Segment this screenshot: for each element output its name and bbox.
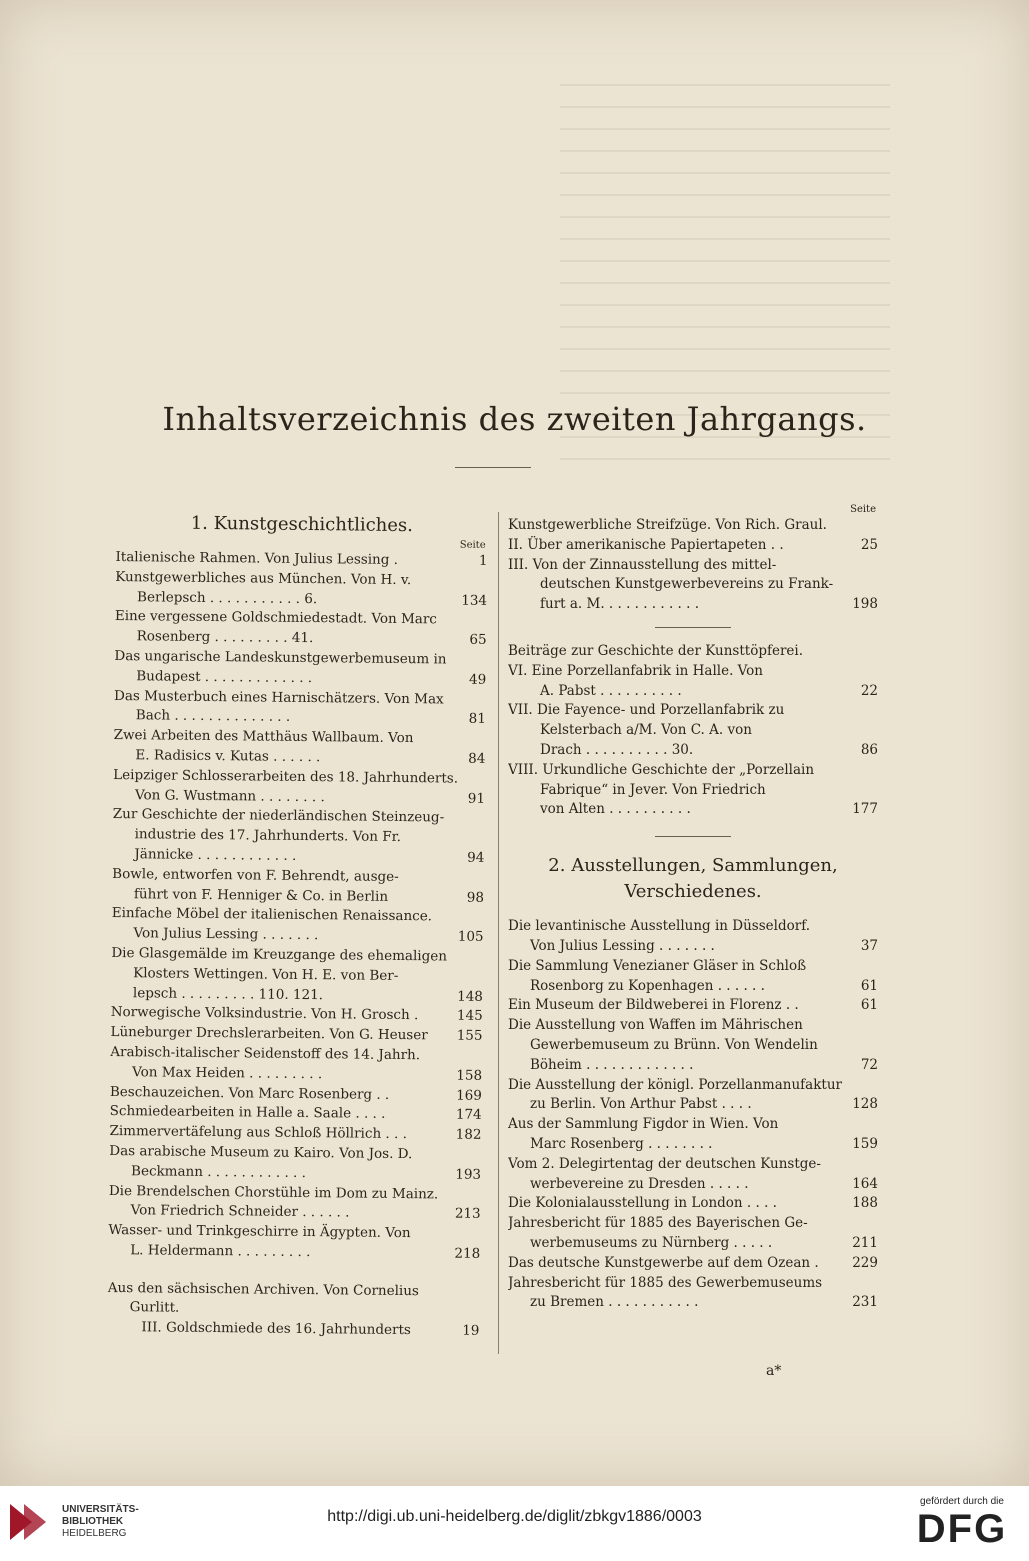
page-number: 159 bbox=[848, 1135, 878, 1155]
page-number: 231 bbox=[848, 1293, 878, 1313]
toc-entry bbox=[508, 536, 878, 556]
signature-mark: a* bbox=[766, 1363, 782, 1379]
page-number: 19 bbox=[458, 1322, 479, 1342]
page-number: 91 bbox=[464, 789, 485, 809]
entry-line: deutschen Kunstgewerbevereins zu Frank- bbox=[540, 576, 834, 593]
entry-line: Die Glasgemälde im Kreuzgange des ehemaligen bbox=[111, 944, 448, 965]
page-number: 155 bbox=[453, 1027, 483, 1047]
entry-line: Das Musterbuch eines Harnischätzers. Von Max bbox=[113, 687, 444, 708]
page-number: 169 bbox=[452, 1086, 482, 1106]
entry-line: Von Max Heiden . . . . . . . . . bbox=[132, 1063, 323, 1082]
toc-entry bbox=[508, 996, 878, 1016]
toc-entry bbox=[508, 556, 878, 615]
entry-line: L. Heldermann . . . . . . . . . bbox=[130, 1242, 311, 1260]
entry-line: Jahresbericht für 1885 des Bayerischen Ge- bbox=[508, 1215, 808, 1232]
funded-by-text: gefördert durch die bbox=[920, 1496, 1004, 1507]
entry-line: Zwei Arbeiten des Matthäus Wallbaum. Von bbox=[113, 727, 414, 747]
entry-line: Von G. Wustmann . . . . . . . . bbox=[134, 786, 325, 805]
page-number: 61 bbox=[857, 996, 878, 1016]
entry-line: furt a. M. . . . . . . . . . . . bbox=[540, 596, 700, 613]
section-1-title: 1. Kunstgeschichtliches. bbox=[190, 512, 414, 537]
divider-rule bbox=[655, 627, 731, 628]
entry-line: Arabisch-italischer Seidenstoff des 14. Jahrh. bbox=[110, 1043, 421, 1064]
seite-label: Seite bbox=[850, 504, 876, 515]
entry-line: Beckmann . . . . . . . . . . . . bbox=[130, 1162, 307, 1181]
entry-line: II. Über amerikanische Papiertapeten . . bbox=[508, 536, 784, 553]
entry-line: Einfache Möbel der italienischen Renaissance. bbox=[111, 905, 433, 925]
entry-line: Von Friedrich Schneider . . . . . . bbox=[130, 1202, 350, 1221]
toc-entry bbox=[508, 1214, 878, 1254]
entry-line: Drach . . . . . . . . . . 30. bbox=[540, 741, 694, 758]
right-entries bbox=[508, 917, 878, 1313]
entry-line: werbevereine zu Dresden . . . . . bbox=[530, 1175, 749, 1192]
library-name-line: UNIVERSITÄTS- bbox=[62, 1504, 139, 1515]
toc-entry bbox=[109, 1142, 481, 1185]
page-number: 94 bbox=[463, 849, 484, 869]
entry-line: III. Von der Zinnausstellung des mittel- bbox=[508, 556, 777, 573]
page-number: 211 bbox=[848, 1234, 878, 1254]
entry-line: VI. Eine Porzellanfabrik in Halle. Von bbox=[508, 662, 764, 679]
entry-line: von Alten . . . . . . . . . . bbox=[540, 801, 691, 818]
entry-line: Berlepsch . . . . . . . . . . . 6. bbox=[137, 588, 318, 607]
group-line: Gurlitt. bbox=[129, 1299, 180, 1317]
toc-entry bbox=[111, 904, 483, 947]
entry-line: Budapest . . . . . . . . . . . . . bbox=[136, 668, 313, 686]
entry-line: Kunstgewerbliches aus München. Von H. v. bbox=[115, 568, 412, 588]
entry-line: Zimmervertäfelung aus Schloß Höllrich . . . bbox=[109, 1123, 408, 1143]
entry-line: Lüneburger Drechslerarbeiten. Von G. Heuser bbox=[110, 1024, 428, 1044]
toc-entry bbox=[508, 917, 878, 957]
right-column bbox=[508, 504, 878, 1313]
page-number: 174 bbox=[452, 1106, 482, 1126]
page-number: 1 bbox=[475, 552, 488, 572]
entry-line: zu Bremen . . . . . . . . . . . bbox=[530, 1294, 699, 1311]
column-divider bbox=[498, 512, 499, 1354]
toc-entry bbox=[508, 761, 878, 820]
page-number: 22 bbox=[857, 682, 878, 702]
page-number: 193 bbox=[451, 1165, 481, 1185]
toc-entry bbox=[114, 687, 486, 730]
group-archive bbox=[108, 1279, 480, 1322]
entry-line: E. Radisics v. Kutas . . . . . . bbox=[135, 747, 321, 766]
entry-line: Böheim . . . . . . . . . . . . . bbox=[530, 1056, 694, 1073]
entry-line: zu Berlin. Von Arthur Pabst . . . . bbox=[530, 1096, 752, 1113]
page-number: 25 bbox=[857, 536, 878, 556]
page-number: 128 bbox=[848, 1095, 878, 1115]
toc-entry bbox=[508, 1076, 878, 1116]
entry-line: Die Ausstellung von Waffen im Mährischen bbox=[508, 1017, 803, 1034]
toc-entry bbox=[508, 1016, 878, 1075]
toc-entry bbox=[508, 957, 878, 997]
entry-line: Norwegische Volksindustrie. Von H. Grosch . bbox=[110, 1004, 419, 1024]
page-number: 229 bbox=[848, 1254, 878, 1274]
page-number: 148 bbox=[453, 987, 483, 1007]
entry-line: Die levantinische Ausstellung in Düsseldorf. bbox=[508, 918, 811, 935]
entry-line: Aus der Sammlung Figdor in Wien. Von bbox=[508, 1116, 779, 1133]
entry-line: III. Goldschmiede des 16. Jahrhunderts bbox=[141, 1319, 411, 1339]
toc-entry bbox=[115, 607, 487, 650]
section-2-title-line2: Verschiedenes. bbox=[624, 881, 762, 903]
page-title: Inhaltsverzeichnis des zweiten Jahrgangs. bbox=[162, 400, 867, 438]
entry-line: Fabrique“ in Jever. Von Friedrich bbox=[540, 781, 766, 798]
toc-entry bbox=[111, 944, 484, 1007]
entry-line: Wasser- und Trinkgeschirre in Ägypten. Von bbox=[108, 1222, 411, 1242]
toc-entry bbox=[108, 1221, 480, 1264]
entry-line: werbemuseums zu Nürnberg . . . . . bbox=[530, 1234, 773, 1251]
toc-entry bbox=[107, 1318, 479, 1342]
page-number: 81 bbox=[465, 710, 486, 730]
entry-line: Die Kolonialausstellung in London . . . . bbox=[508, 1195, 777, 1212]
title-rule bbox=[455, 467, 531, 468]
entry-line: Eine vergessene Goldschmiedestadt. Von Marc bbox=[114, 608, 437, 628]
entry-line: lepsch . . . . . . . . . 110. 121. bbox=[132, 984, 324, 1003]
toc-entry bbox=[508, 1194, 878, 1214]
toc-entry bbox=[115, 568, 487, 611]
entry-line: Von Julius Lessing . . . . . . . bbox=[530, 937, 715, 954]
page-number: 182 bbox=[452, 1126, 482, 1146]
seite-label: Seite bbox=[459, 539, 486, 551]
page-number: 164 bbox=[848, 1175, 878, 1195]
library-name-line: BIBLIOTHEK bbox=[62, 1516, 124, 1527]
page-number: 61 bbox=[857, 977, 878, 997]
entry-line: Bach . . . . . . . . . . . . . . bbox=[135, 707, 291, 726]
entry-line: Kelsterbach a/M. Von C. A. von bbox=[540, 722, 752, 739]
entry-line: Das deutsche Kunstgewerbe auf dem Ozean . bbox=[508, 1254, 819, 1271]
toc-entry bbox=[112, 805, 485, 868]
page-number: 98 bbox=[463, 888, 484, 908]
entry-line: Die Brendelschen Chorstühle im Dom zu Mainz. bbox=[108, 1182, 439, 1202]
entry-line: Von Julius Lessing . . . . . . . bbox=[133, 925, 319, 944]
entry-line: führt von F. Henniger & Co. in Berlin bbox=[133, 885, 389, 905]
page-number: 49 bbox=[465, 670, 486, 690]
entry-line: Das arabische Museum zu Kairo. Von Jos. D. bbox=[109, 1142, 413, 1163]
entry-line: Rosenborg zu Kopenhagen . . . . . . bbox=[530, 977, 765, 994]
dfg-wordmark: DFG bbox=[916, 1507, 1008, 1551]
entry-line: VIII. Urkundliche Geschichte der „Porzellain bbox=[508, 761, 815, 778]
entry-line: VII. Die Fayence- und Porzellanfabrik zu bbox=[508, 702, 785, 719]
page-number: 177 bbox=[848, 800, 878, 820]
entry-line: Beschauzeichen. Von Marc Rosenberg . . bbox=[109, 1083, 390, 1103]
group2-items bbox=[508, 662, 878, 820]
group-head-kunsttoepferei: Beiträge zur Geschichte der Kunsttöpferei. bbox=[508, 642, 804, 659]
left-entries bbox=[108, 548, 487, 1265]
library-name-line: HEIDELBERG bbox=[62, 1528, 127, 1539]
entry-line: Marc Rosenberg . . . . . . . . bbox=[530, 1135, 713, 1152]
page-number: 198 bbox=[848, 595, 878, 615]
group1-items bbox=[508, 536, 878, 615]
entry-line: Vom 2. Delegirtentag der deutschen Kunstge- bbox=[508, 1155, 821, 1172]
entry-line: Jännicke . . . . . . . . . . . . bbox=[134, 846, 297, 864]
entry-line: Klosters Wettingen. Von H. E. von Ber- bbox=[133, 964, 399, 984]
entry-line: Rosenberg . . . . . . . . . 41. bbox=[136, 628, 314, 647]
entry-line: Bowle, entworfen von F. Behrendt, ausge- bbox=[112, 865, 399, 885]
toc-entry bbox=[109, 1181, 481, 1224]
entry-line: Die Ausstellung der königl. Porzellanmanufaktur bbox=[508, 1076, 842, 1093]
page-number: 218 bbox=[450, 1244, 480, 1264]
page-number: 37 bbox=[857, 937, 878, 957]
page-number: 158 bbox=[452, 1066, 482, 1086]
toc-entry bbox=[508, 1115, 878, 1155]
page-number: 188 bbox=[848, 1194, 878, 1214]
page-number: 72 bbox=[857, 1056, 878, 1076]
page-number: 105 bbox=[454, 928, 484, 948]
entry-line: Die Sammlung Venezianer Gläser in Schloß bbox=[508, 957, 807, 974]
toc-entry bbox=[508, 1254, 878, 1274]
dfg-logo[interactable] bbox=[909, 1496, 1015, 1552]
page-number: 145 bbox=[453, 1007, 483, 1027]
group-head-streifzuege: Kunstgewerbliche Streifzüge. Von Rich. Graul. bbox=[508, 517, 827, 533]
section-2-title-line1: 2. Ausstellungen, Sammlungen, bbox=[548, 855, 838, 877]
entry-line: Gewerbemuseum zu Brünn. Von Wendelin bbox=[530, 1036, 818, 1053]
toc-entry bbox=[112, 865, 484, 908]
toc-entry bbox=[113, 726, 485, 769]
group-line: Aus den sächsischen Archiven. Von Cornelius bbox=[107, 1279, 419, 1299]
page-number: 213 bbox=[451, 1205, 481, 1225]
toc-entry bbox=[508, 662, 878, 702]
page-number: 65 bbox=[465, 631, 486, 651]
entry-line: Schmiedearbeiten in Halle a. Saale . . . . bbox=[109, 1103, 386, 1123]
entry-line: Ein Museum der Bildweberei in Florenz . . bbox=[508, 997, 799, 1014]
entry-line: Leipziger Schlosserarbeiten des 18. Jahrhunderts. bbox=[113, 766, 459, 787]
toc-entry bbox=[113, 766, 485, 809]
source-url-link[interactable]: http://digi.ub.uni-heidelberg.de/diglit/zbkgv1886/0003 bbox=[327, 1508, 702, 1525]
toc-entry bbox=[508, 701, 878, 760]
page-number: 86 bbox=[857, 741, 878, 761]
left-column bbox=[107, 510, 488, 1342]
entry-line: Jahresbericht für 1885 des Gewerbemuseums bbox=[508, 1274, 823, 1291]
toc-entry bbox=[110, 1043, 482, 1086]
toc-entry bbox=[508, 1155, 878, 1195]
toc-entry bbox=[114, 647, 486, 690]
toc-entry bbox=[508, 1274, 878, 1314]
entry-line: Zur Geschichte der niederländischen Steinzeug- bbox=[112, 806, 445, 826]
entry-line: A. Pabst . . . . . . . . . . bbox=[540, 682, 682, 699]
entry-line: industrie des 17. Jahrhunderts. Von Fr. bbox=[134, 826, 402, 846]
page-number: 84 bbox=[464, 750, 485, 770]
divider-rule bbox=[655, 836, 731, 837]
entry-line: Italienische Rahmen. Von Julius Lessing . bbox=[115, 548, 399, 568]
entry-line: Das ungarische Landeskunstgewerbemuseum in bbox=[114, 647, 447, 668]
page-number: 134 bbox=[457, 591, 487, 611]
